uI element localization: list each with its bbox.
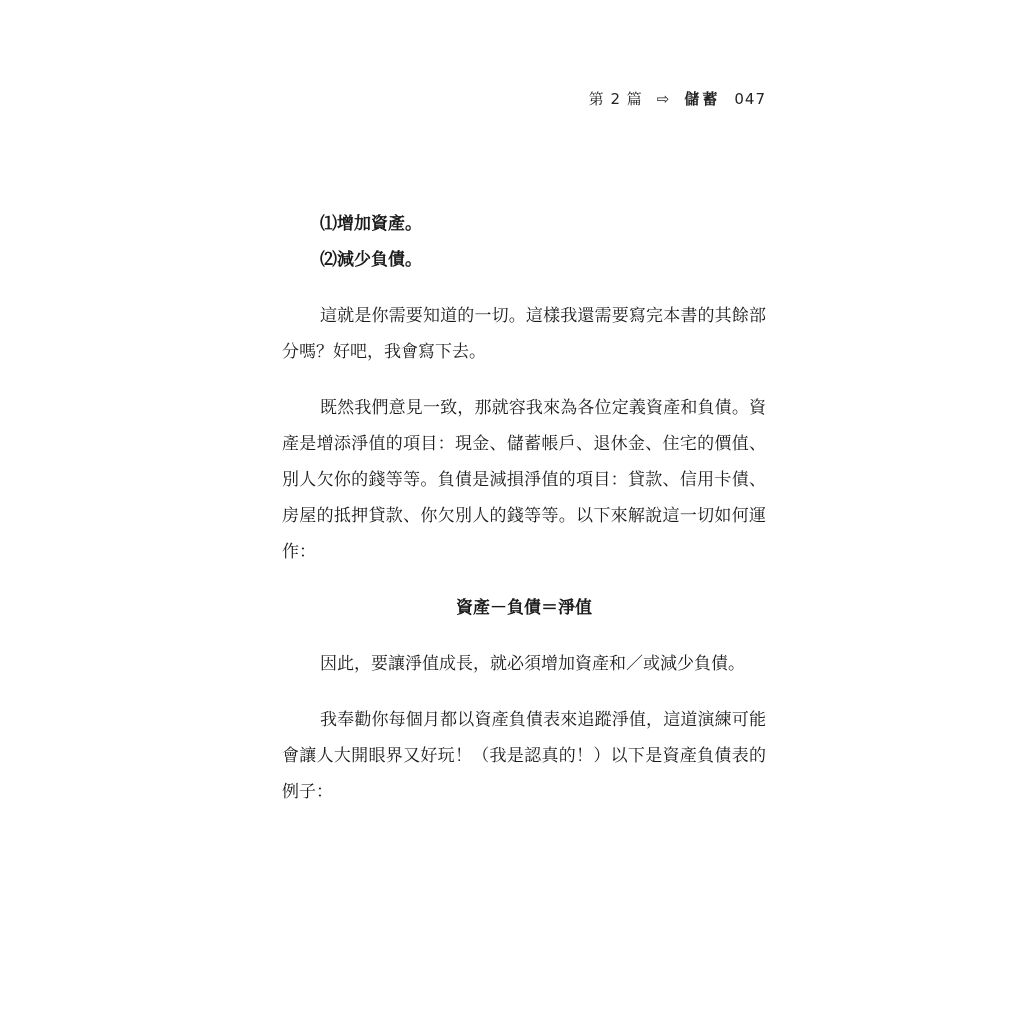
- page-number: 047: [734, 89, 766, 108]
- paragraph-balance-sheet: 我奉勸你每個月都以資產負債表來追蹤淨值，這道演練可能會讓人大開眼界又好玩！（我是認真的！）以下是資產負債表的例子：: [282, 710, 766, 802]
- running-header: [589, 88, 766, 109]
- paragraph-growth: 因此，要讓淨值成長，就必須增加資產和／或減少負債。: [320, 654, 745, 674]
- paragraph-definitions: 既然我們意見一致，那就容我來為各位定義資產和負債。資產是增添淨值的項目：現金、儲蓄帳戶、退休金、住宅的價值、別人欠你的錢等等。負債是減損淨值的項目：貸款、信用卡債、房屋的抵押貸款、你欠別人的錢等等。以下來解說這一切如何運作：: [282, 398, 766, 562]
- net-worth-formula: 資產－負債＝淨值: [456, 598, 592, 618]
- list-item-increase-assets: ⑴增加資產。: [320, 214, 422, 234]
- part-number: 第 2 篇: [588, 90, 643, 108]
- part-title: 儲蓄: [684, 90, 721, 108]
- paragraph-intro: 這就是你需要知道的一切。這樣我還需要寫完本書的其餘部分嗎？好吧，我會寫下去。: [282, 306, 766, 362]
- page-body: [282, 206, 766, 810]
- list-item-reduce-liabilities: ⑵減少負債。: [320, 250, 422, 270]
- arrow-icon: ⇨: [656, 89, 671, 108]
